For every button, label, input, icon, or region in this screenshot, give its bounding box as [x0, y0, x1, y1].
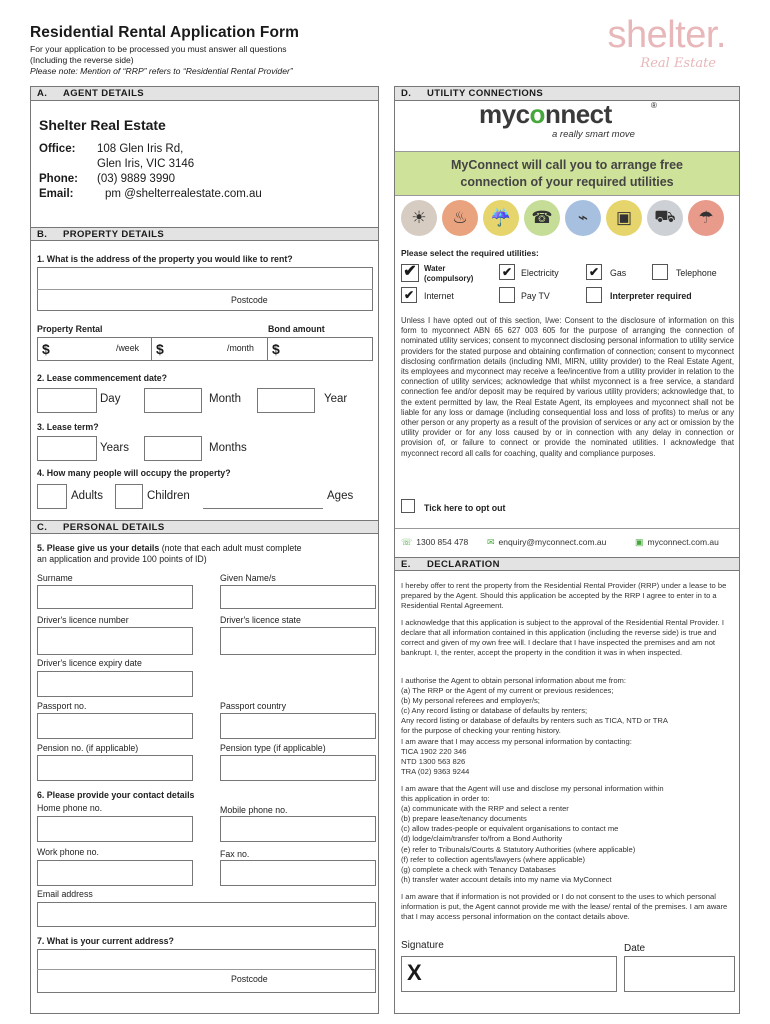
- select-utilities-label: Please select the required utilities:: [401, 248, 539, 258]
- divider: [151, 337, 152, 361]
- q6-label: 6. Please provide your contact details: [37, 790, 195, 800]
- internet-label: Internet: [424, 291, 454, 301]
- section-title: DECLARATION: [427, 559, 500, 570]
- declaration-p2: I acknowledge that this application is subject to the approval of the Residential Rental Provider. I declare that all information contained in this application (including the reverse side) is true and correct and given of my own free will. I declare that I have inspected the premises and am not bankrupt. I, the renter, accept the property in the condition it was in when inspected.: [401, 618, 724, 658]
- section-a-header: [31, 87, 378, 101]
- email-prefix: pm: [105, 188, 121, 200]
- fax-label: Fax no.: [220, 849, 250, 859]
- electricity-checkbox[interactable]: ✔: [499, 264, 515, 280]
- declaration-line: (b) prepare lease/tenancy documents: [401, 814, 527, 824]
- pension-type-input[interactable]: [220, 755, 376, 781]
- right-panel: [394, 86, 740, 1014]
- email-address-input[interactable]: [37, 902, 376, 927]
- declaration-line: (a) communicate with the RRP and select a renter: [401, 804, 569, 814]
- intro-line: For your application to be processed you must answer all questions: [30, 44, 287, 54]
- month-label: Month: [209, 393, 241, 405]
- form-title: Residential Rental Application Form: [30, 24, 300, 41]
- declaration-line: (e) refer to Tribunals/Courts & Statutory Authorities (where applicable): [401, 844, 636, 854]
- declaration-line: TRA (02) 9363 9244: [401, 766, 470, 776]
- signature-x-mark: X: [407, 960, 422, 985]
- email-domain: @shelterrealestate.com.au: [124, 188, 262, 200]
- divider: [37, 969, 376, 970]
- water-label: [424, 264, 473, 284]
- dollar-sign: $: [272, 341, 280, 357]
- divider: [37, 289, 373, 290]
- q5-label: [37, 543, 367, 565]
- lease-month-input[interactable]: [144, 388, 202, 413]
- licence-expiry-input[interactable]: [37, 671, 193, 697]
- section-e-header: [395, 557, 739, 571]
- q1-label: 1. What is the address of the property you would like to rent?: [37, 254, 293, 264]
- mobile-phone-label: Mobile phone no.: [220, 805, 288, 815]
- lease-months-input[interactable]: [144, 436, 202, 461]
- myconnect-phone: [401, 537, 468, 548]
- gas-icon: ♨: [442, 200, 478, 236]
- water-icon: ☔: [483, 200, 519, 236]
- declaration-p1: I hereby offer to rent the property from the Residential Rental Provider (RRP) under a lease to be prepared by the Agent. Should this application be accepted by the RRP I agree to enter in to a Residential Rental Agreement.: [401, 581, 727, 611]
- passport-country-label: Passport country: [220, 701, 287, 711]
- declaration-p3: [401, 676, 735, 777]
- contact-email-text: enquiry@myconnect.com.au: [498, 537, 607, 547]
- passport-country-input[interactable]: [220, 713, 376, 739]
- years-label: Years: [100, 442, 129, 454]
- date-field[interactable]: [624, 956, 735, 992]
- telephone-icon: ☎: [524, 200, 560, 236]
- weekly-rent-input[interactable]: [49, 338, 149, 360]
- banner-line: MyConnect will call you to arrange free: [450, 158, 683, 172]
- brand-o: o: [529, 99, 545, 129]
- pay-tv-checkbox[interactable]: [499, 287, 515, 303]
- licence-expiry-label: Driver's licence expiry date: [37, 658, 142, 668]
- divider: [395, 528, 739, 529]
- pay-tv-label: Pay TV: [521, 291, 550, 301]
- pension-type-label: Pension type (if applicable): [220, 743, 326, 753]
- telephone-label: Telephone: [676, 268, 717, 278]
- ages-input-line[interactable]: [203, 508, 323, 509]
- water-compulsory: (compulsory): [424, 274, 474, 283]
- brand-part: nnect: [544, 99, 612, 129]
- agent-email: [105, 187, 262, 202]
- given-names-input[interactable]: [220, 585, 376, 609]
- dollar-sign: $: [156, 341, 164, 357]
- passport-no-label: Passport no.: [37, 701, 87, 711]
- water-checkbox[interactable]: ✔: [401, 264, 419, 282]
- dollar-sign: $: [42, 341, 50, 357]
- insurance-icon: ☂: [688, 200, 724, 236]
- q5-rest: (note that each adult must complete: [159, 543, 302, 553]
- declaration-line: (b) My personal referees and employer/s;: [401, 696, 540, 706]
- work-phone-input[interactable]: [37, 860, 193, 886]
- q4-label: 4. How many people will occupy the property?: [37, 468, 231, 478]
- property-rental-label: Property Rental: [37, 324, 103, 334]
- phone-label: Phone:: [39, 173, 78, 185]
- fax-input[interactable]: [220, 860, 376, 886]
- section-letter: B.: [37, 229, 48, 240]
- postcode-label: Postcode: [231, 974, 268, 984]
- myconnect-logo: [479, 99, 612, 130]
- home-phone-input[interactable]: [37, 816, 193, 842]
- lease-year-input[interactable]: [257, 388, 315, 413]
- intro-line: (Including the reverse side): [30, 54, 134, 65]
- opt-out-label: Tick here to opt out: [424, 503, 506, 513]
- bond-amount-input[interactable]: [283, 338, 371, 360]
- declaration-line: (f) refer to collection agents/lawyers (where applicable): [401, 854, 586, 864]
- section-title: UTILITY CONNECTIONS: [427, 88, 544, 99]
- laptop-icon: ▣: [635, 537, 644, 547]
- surname-label: Surname: [37, 573, 73, 583]
- lease-years-input[interactable]: [37, 436, 97, 461]
- declaration-line: TICA 1902 220 346: [401, 746, 467, 756]
- year-label: Year: [324, 393, 348, 405]
- section-letter: E.: [401, 559, 411, 570]
- pension-no-label: Pension no. (if applicable): [37, 743, 139, 753]
- agent-name: Shelter Real Estate: [39, 117, 166, 133]
- office-address-line2: Glen Iris, VIC 3146: [97, 158, 195, 170]
- interpreter-label: Interpreter required: [610, 291, 692, 301]
- contact-web-text: myconnect.com.au: [647, 537, 719, 547]
- monthly-rent-input[interactable]: [165, 338, 265, 360]
- banner-line: connection of your required utilities: [460, 175, 674, 189]
- section-letter: D.: [401, 88, 412, 99]
- left-panel: [30, 86, 379, 1014]
- office-label: Office:: [39, 143, 76, 155]
- q7-label: 7. What is your current address?: [37, 936, 174, 946]
- section-title: PROPERTY DETAILS: [63, 229, 165, 240]
- section-title: AGENT DETAILS: [63, 88, 145, 99]
- declaration-p4: [401, 784, 735, 885]
- signature-label: Signature: [401, 940, 444, 951]
- opt-out-checkbox[interactable]: [401, 499, 415, 513]
- myconnect-web[interactable]: [635, 537, 719, 548]
- declaration-line: (g) complete a check with Tenancy Databases: [401, 864, 556, 874]
- brand-part: myc: [479, 99, 530, 129]
- licence-state-label: Driver's licence state: [220, 615, 301, 625]
- declaration-line: (c) allow trades-people or equivalent organisations to contact me: [401, 824, 619, 834]
- q5-bold: 5. Please give us your details: [37, 543, 160, 553]
- section-title: PERSONAL DETAILS: [63, 522, 165, 533]
- declaration-line: (a) The RRP or the Agent of my current or previous residences;: [401, 686, 614, 696]
- work-phone-label: Work phone no.: [37, 847, 99, 857]
- phone-icon: ☏: [401, 537, 413, 547]
- electricity-icon: ☀: [401, 200, 437, 236]
- divider: [267, 337, 268, 361]
- per-week-label: /week: [116, 343, 139, 353]
- surname-input[interactable]: [37, 585, 193, 609]
- declaration-line: (h) transfer water account details into my name via MyConnect: [401, 874, 612, 884]
- section-letter: C.: [37, 522, 48, 533]
- licence-number-input[interactable]: [37, 627, 193, 655]
- adults-count-input[interactable]: [37, 484, 67, 509]
- passport-no-input[interactable]: [37, 713, 193, 739]
- licence-state-input[interactable]: [220, 627, 376, 655]
- mobile-phone-input[interactable]: [220, 816, 376, 842]
- months-label: Months: [209, 442, 247, 454]
- ages-label: Ages: [327, 490, 354, 502]
- declaration-line: Any record listing or database of defaults by renters such as TICA, NTD or TRA: [401, 716, 668, 726]
- pension-no-input[interactable]: [37, 755, 193, 781]
- internet-icon: ⌁: [565, 200, 601, 236]
- date-label: Date: [624, 943, 646, 954]
- declaration-line: this application in order to:: [401, 794, 490, 804]
- q3-label: 3. Lease term?: [37, 422, 99, 432]
- shelter-logo: shelter.: [607, 14, 726, 56]
- declaration-line: I am aware that the Agent will use and disclose my personal information within: [401, 784, 664, 793]
- office-address-line1: 108 Glen Iris Rd,: [97, 143, 184, 155]
- home-phone-label: Home phone no.: [37, 803, 103, 813]
- q5-line2: an application and provide 100 points of ID): [37, 554, 207, 564]
- q2-label: 2. Lease commencement date?: [37, 373, 168, 383]
- declaration-line: for the purpose of checking your renting history.: [401, 726, 561, 736]
- registered-mark: ®: [651, 101, 657, 110]
- mail-icon: ✉: [487, 537, 495, 547]
- current-address-input[interactable]: [37, 949, 376, 993]
- given-names-label: Given Name/s: [220, 573, 276, 583]
- myconnect-tagline: a really smart move: [552, 129, 635, 140]
- section-letter: A.: [37, 88, 48, 99]
- water-text: Water: [424, 264, 446, 273]
- email-label: Email:: [39, 188, 74, 200]
- declaration-line: I authorise the Agent to obtain personal information about me from:: [401, 676, 626, 685]
- gas-label: Gas: [610, 268, 627, 278]
- form-intro: [30, 44, 293, 76]
- per-month-label: /month: [227, 343, 254, 353]
- section-b-header: [31, 227, 378, 241]
- children-label: Children: [147, 490, 190, 502]
- day-label: Day: [100, 393, 121, 405]
- declaration-line: (c) Any record listing or database of defaults by renters;: [401, 706, 588, 716]
- gas-checkbox[interactable]: ✔: [586, 264, 602, 280]
- declaration-line: I am aware that I may access my personal information by contacting:: [401, 736, 632, 746]
- contact-phone-text: 1300 854 478: [416, 537, 469, 547]
- signature-field[interactable]: [401, 956, 617, 992]
- internet-checkbox[interactable]: ✔: [401, 287, 417, 303]
- utility-icons: [401, 200, 727, 240]
- agent-phone: (03) 9889 3990: [97, 173, 176, 185]
- declaration-p5: I am aware that if information is not provided or I do not consent to the uses to which personal information is put, the Agent cannot provide me with the lease/ rental of the premises. I am aware that I may access personal information on the contact details above.: [401, 892, 728, 922]
- myconnect-email[interactable]: [487, 537, 606, 548]
- electricity-label: Electricity: [521, 268, 559, 278]
- declaration-line: NTD 1300 563 826: [401, 756, 466, 766]
- pay-tv-icon: ▣: [606, 200, 642, 236]
- adults-label: Adults: [71, 490, 103, 502]
- licence-number-label: Driver's licence number: [37, 615, 129, 625]
- interpreter-checkbox[interactable]: [586, 287, 602, 303]
- section-c-header: [31, 520, 378, 534]
- shelter-logo-sub: Real Estate: [640, 56, 716, 71]
- declaration-line: (d) lodge/claim/transfer to/from a Bond Authority: [401, 834, 563, 844]
- bond-amount-label: Bond amount: [268, 324, 325, 334]
- telephone-checkbox[interactable]: [652, 264, 668, 280]
- removalist-icon: ⛟: [647, 200, 683, 236]
- postcode-label: Postcode: [231, 295, 268, 305]
- consent-text: Unless I have opted out of this section, I/we: Consent to the disclosure of information on this form to myconnect ABN 65 627 003 605 for the purpose of arranging the connection of nominated utility services; consent to myconnect disclosing personal information to utility service providers for the stated purpose and obtaining confirmation of connection; consent to myconnect disclosing confirmation details (including NMI, MIRN, utility provider) to the Real Estate Agent, its employees and myconnect may receive a fee/incentive from a utility provider in relation to the connection of utility services; acknowledge that whilst myconnect is a free service, a standard connection fee and/or deposit may be required by various utility providers; acknowledge that, to the extent permitted by law, the Real Estate Agent, its employees and myconnect shall not be liable for any loss or damage (including consequential loss and loss of profits) to me/us or any other person or any property as a result of the provision of services or any act or omission by the utility provider or for any loss caused by or in connection with any delay in connection or provision of, or failure to connect or provide the nominated utilities. I acknowledge that myconnect record all calls for coaching, quality and compliance purposes.: [401, 316, 734, 458]
- myconnect-banner: [395, 151, 739, 196]
- lease-day-input[interactable]: [37, 388, 97, 413]
- children-count-input[interactable]: [115, 484, 143, 509]
- email-address-label: Email address: [37, 889, 93, 899]
- rrp-note: Please note: Mention of “RRP” refers to “Residential Rental Provider”: [30, 65, 293, 76]
